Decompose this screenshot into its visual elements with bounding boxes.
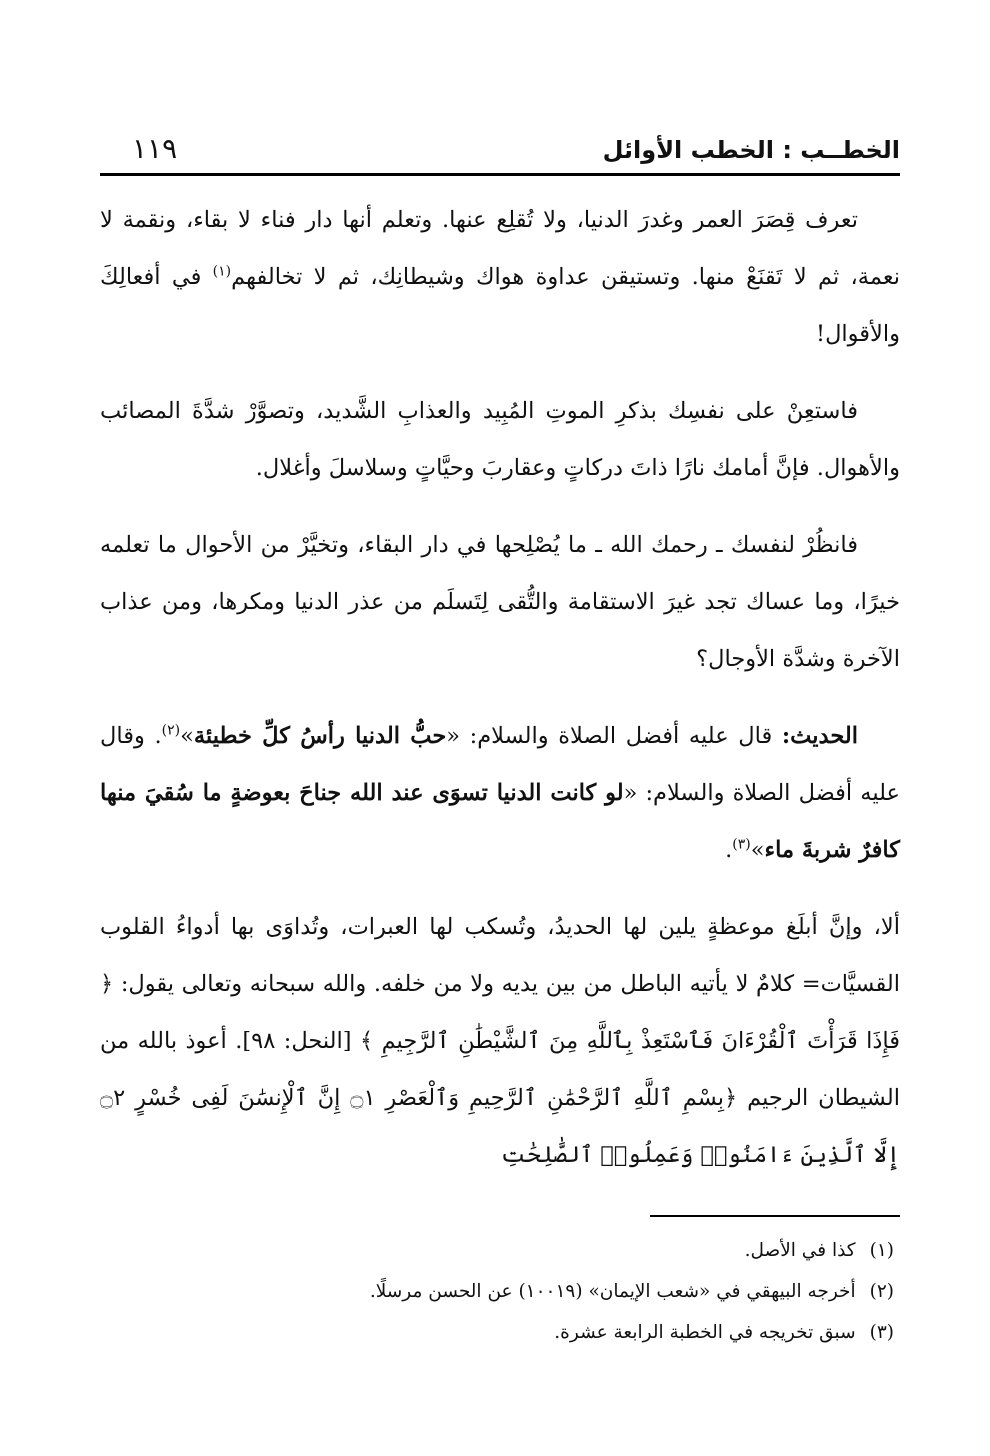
header-rule [100,173,900,176]
paragraph-1-text: تعرف قِصَرَ العمر وغدرَ الدنيا، ولا تُقلِع عنها. وتعلم أنها دار فناء لا بقاء، ونقمة لا نعمة، ثم لا تَقنَعْ منها. وتستيقن عداوة هواك وشيطانِك، ثم لا تخالفهم [100,207,900,290]
hadith-quote-1: حبُّ الدنيا رأسُ كلِّ خطيئة [193,723,447,749]
footnote-1 [100,1230,900,1271]
hadith-quote-2: لو كانت الدنيا تسوَى عند الله جناحَ بعوضةٍ ما سُقيَ منها كافرٌ شربةَ ماء [100,780,900,863]
paragraph-1-end: في أفعالِكَ والأقوال! [100,264,900,347]
hadith-text-2: » [180,723,194,749]
paragraph-2: فاستعِنْ على نفسِك بذكرِ الموتِ المُبِيد والعذابِ الشَّديد، وتصوَّرْ شدَّةَ المصائب والأهوال. فإنَّ أمامك نارًا ذاتَ دركاتٍ وعقاربَ وحيَّاتٍ وسلاسلَ وأغلال. [100,398,900,481]
verse-citation: [النحل: ٩٨]. [226,1028,360,1054]
footnote-number: (٣) [869,1322,894,1343]
footnote-ref-1[interactable]: (١) [212,263,232,280]
paragraph-5-text: ألا، وإنَّ أبلَغ موعظةٍ يلين لها الحديدُ، وتُسكب لها العبرات، وتُداوَى بها أدواءُ القلوب القسيَّات= كلامٌ لا يأتيه الباطل من بين يديه ولا من خلفه. والله سبحانه وتعالى يقول: [100,914,900,997]
quran-verse-2: ﴿بِسْمِ ٱللَّهِ ٱلرَّحْمَٰنِ ٱلرَّحِيمِ وَٱلْعَصْرِ ۝١ إِنَّ ٱلْإِنسَٰنَ لَفِى خُسْرٍ ۝٢ إِلَّا ٱلَّذِينَ ءَامَنُوا۟ وَعَمِلُوا۟ ٱلصَّٰلِحَٰتِ [100,1085,900,1168]
footnote-ref-3[interactable]: (٣) [732,836,751,853]
body-text [100,192,900,1184]
quran-verse-1: ﴿ فَإِذَا قَرَأْتَ ٱلْقُرْءَانَ فَٱسْتَعِذْ بِٱللَّهِ مِنَ ٱلشَّيْطَٰنِ ٱلرَّجِيمِ ﴾ [100,971,900,1054]
running-header [100,118,900,168]
hadith-label: الحديث: [781,723,858,749]
paragraph-3: فانظُرْ لنفسك ـ رحمك الله ـ ما يُصْلِحها في دار البقاء، وتخيَّرْ من الأحوال ما تعلمه خيرًا، وما عساك تجد غيرَ الاستقامة والتُّقى لِتَسلَم من عذر الدنيا ومكرها، ومن عذاب الآخرة وشدَّة الأوجال؟ [100,532,900,672]
paragraph-5 [100,899,900,1184]
hadith-text-5: . [725,837,733,863]
footnote-number: (٢) [869,1281,894,1302]
paragraph-5-text-2: أعوذ بالله من الشيطان الرجيم [100,1028,900,1111]
hadith-text-3: . وقال عليه أفضل الصلاة والسلام: « [100,723,900,806]
hadith-text-1: قال عليه أفضل الصلاة والسلام: « [446,723,782,749]
paragraph-hadith [100,708,900,879]
footnote-2 [100,1271,900,1312]
book-page [100,118,900,1378]
hadith-text-4: » [750,837,765,863]
footnotes [100,1230,900,1353]
footnote-rule [650,1215,900,1217]
footnote-text: كذا في الأصل. [744,1240,856,1261]
footnote-number: (١) [869,1240,894,1261]
footnote-3 [100,1312,900,1353]
footnote-text: سبق تخريجه في الخطبة الرابعة عشرة. [554,1322,856,1343]
page-number: ١١٩ [132,132,178,165]
paragraph-1 [100,192,900,363]
running-title: الخطــب : الخطب الأوائل [602,136,900,164]
footnote-text: أخرجه البيهقي في «شعب الإيمان» (١٠٠١٩) عن الحسن مرسلًا. [369,1281,856,1302]
footnote-ref-2[interactable]: (٢) [161,722,181,739]
